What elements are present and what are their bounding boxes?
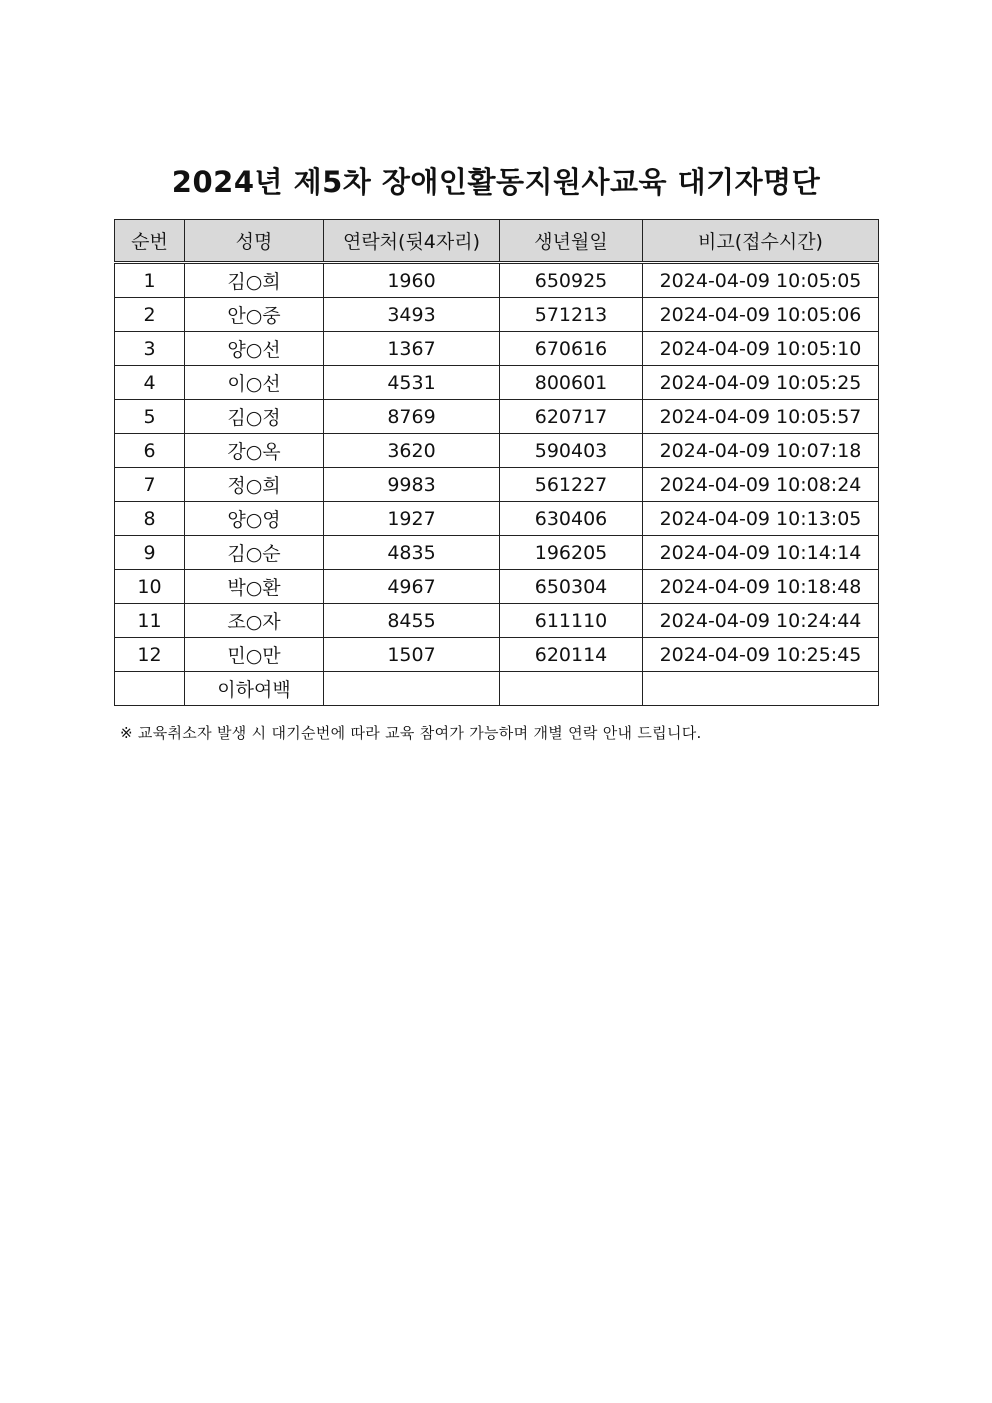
table-row: [115, 570, 879, 604]
cell-phone: 3493: [324, 298, 500, 332]
column-header-note: 비고(접수시간): [643, 220, 879, 263]
table-row: [115, 536, 879, 570]
cell-note: 2024-04-09 10:18:48: [643, 570, 879, 604]
cell-note: 2024-04-09 10:05:05: [643, 263, 879, 298]
cell-seq: 11: [115, 604, 185, 638]
cell-phone: [324, 672, 500, 706]
cell-note: 2024-04-09 10:07:18: [643, 434, 879, 468]
cell-birthdate: 650925: [500, 263, 643, 298]
cell-seq: 7: [115, 468, 185, 502]
cell-birthdate: 650304: [500, 570, 643, 604]
cell-name: 이하여백: [185, 672, 324, 706]
cell-name: 민○만: [185, 638, 324, 672]
cell-phone: 8455: [324, 604, 500, 638]
cell-name: 이○선: [185, 366, 324, 400]
cell-phone: 4531: [324, 366, 500, 400]
table-row: [115, 468, 879, 502]
column-header-phone: 연락처(뒷4자리): [324, 220, 500, 263]
cell-birthdate: 630406: [500, 502, 643, 536]
table-row: [115, 366, 879, 400]
cell-birthdate: [500, 672, 643, 706]
cell-note: 2024-04-09 10:05:10: [643, 332, 879, 366]
cell-name: 안○중: [185, 298, 324, 332]
table-row: [115, 400, 879, 434]
table-body: [115, 263, 879, 706]
cell-birthdate: 800601: [500, 366, 643, 400]
cell-phone: 4967: [324, 570, 500, 604]
cell-seq: 5: [115, 400, 185, 434]
cell-phone: 8769: [324, 400, 500, 434]
cell-name: 양○선: [185, 332, 324, 366]
cell-birthdate: 590403: [500, 434, 643, 468]
cell-phone: 1927: [324, 502, 500, 536]
column-header-name: 성명: [185, 220, 324, 263]
cell-note: 2024-04-09 10:05:06: [643, 298, 879, 332]
page-title: 2024년 제5차 장애인활동지원사교육 대기자명단: [171, 165, 821, 199]
waitlist-table: [114, 219, 879, 706]
cell-birthdate: 611110: [500, 604, 643, 638]
table-row: [115, 604, 879, 638]
cell-name: 강○옥: [185, 434, 324, 468]
cell-seq: 9: [115, 536, 185, 570]
column-header-birthdate: 생년월일: [500, 220, 643, 263]
cell-note: 2024-04-09 10:14:14: [643, 536, 879, 570]
cell-birthdate: 620717: [500, 400, 643, 434]
table-row: [115, 298, 879, 332]
cell-seq: [115, 672, 185, 706]
footnote: ※ 교육취소자 발생 시 대기순번에 따라 교육 참여가 가능하며 개별 연락 안내 드립니다.: [120, 724, 702, 742]
table-header-row: [115, 220, 879, 263]
table-row: [115, 638, 879, 672]
cell-seq: 10: [115, 570, 185, 604]
cell-name: 양○영: [185, 502, 324, 536]
table-row: [115, 434, 879, 468]
cell-name: 김○순: [185, 536, 324, 570]
cell-note: 2024-04-09 10:13:05: [643, 502, 879, 536]
cell-phone: 3620: [324, 434, 500, 468]
cell-phone: 1960: [324, 263, 500, 298]
cell-note: 2024-04-09 10:05:25: [643, 366, 879, 400]
cell-note: 2024-04-09 10:25:45: [643, 638, 879, 672]
cell-name: 김○희: [185, 263, 324, 298]
cell-phone: 9983: [324, 468, 500, 502]
table-row: [115, 502, 879, 536]
cell-seq: 1: [115, 263, 185, 298]
cell-seq: 6: [115, 434, 185, 468]
cell-note: [643, 672, 879, 706]
cell-seq: 3: [115, 332, 185, 366]
table-row: [115, 672, 879, 706]
cell-note: 2024-04-09 10:08:24: [643, 468, 879, 502]
cell-name: 박○환: [185, 570, 324, 604]
cell-name: 김○정: [185, 400, 324, 434]
column-header-seq: 순번: [115, 220, 185, 263]
cell-birthdate: 571213: [500, 298, 643, 332]
cell-phone: 1507: [324, 638, 500, 672]
cell-birthdate: 620114: [500, 638, 643, 672]
cell-seq: 8: [115, 502, 185, 536]
cell-name: 정○희: [185, 468, 324, 502]
cell-seq: 12: [115, 638, 185, 672]
cell-seq: 2: [115, 298, 185, 332]
table-row: [115, 263, 879, 298]
cell-name: 조○자: [185, 604, 324, 638]
cell-birthdate: 196205: [500, 536, 643, 570]
cell-note: 2024-04-09 10:05:57: [643, 400, 879, 434]
table-row: [115, 332, 879, 366]
cell-seq: 4: [115, 366, 185, 400]
cell-birthdate: 670616: [500, 332, 643, 366]
cell-note: 2024-04-09 10:24:44: [643, 604, 879, 638]
cell-phone: 4835: [324, 536, 500, 570]
cell-phone: 1367: [324, 332, 500, 366]
cell-birthdate: 561227: [500, 468, 643, 502]
